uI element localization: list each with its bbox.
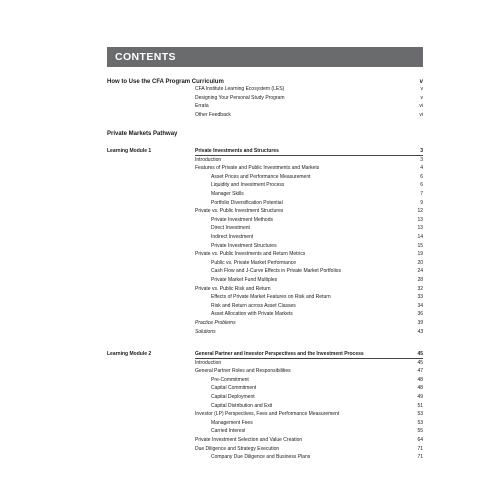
module2-label: Learning Module 2 [107,351,152,357]
toc-entry-page: v [420,86,423,92]
toc-entry[interactable] [211,182,423,188]
toc-entry[interactable] [195,286,423,292]
toc-entry-page: 3 [420,156,423,163]
toc-entry-page: 51 [417,402,423,409]
toc-entry-page: 48 [417,385,423,392]
toc-entry-page: 48 [417,376,423,383]
toc-entry-page: vi [419,111,423,118]
toc-entry[interactable] [211,268,423,274]
toc-entry[interactable] [211,200,423,206]
toc-entry-page: 55 [417,428,423,435]
toc-entry[interactable] [211,377,423,383]
toc-entry-page: 53 [417,419,423,426]
toc-entry[interactable] [195,112,423,118]
toc-entry-title: Private Investment Structures [211,242,277,249]
toc-entry-page: 13 [417,225,423,232]
toc-entry-title: Management Fees [211,419,253,426]
toc-entry-title: Capital Distribution and Exit [211,402,273,409]
toc-entry-title: CFA Institute Learning Ecosystem (LES) [195,86,285,92]
toc-entry-page: 4 [420,165,423,172]
toc-entry[interactable] [195,103,423,109]
toc-entry-page: 45 [417,351,423,357]
toc-entry-page: 33 [417,294,423,301]
toc-entry[interactable] [195,446,423,452]
toc-entry-page: 14 [417,234,423,240]
toc-entry-title: Private vs. Public Investment Structures [195,208,284,215]
toc-entry[interactable] [211,454,423,460]
module2-title-rule [195,358,423,359]
toc-entry-title: Errata [195,103,209,109]
toc-entry[interactable] [211,385,423,391]
toc-entry[interactable] [211,403,423,409]
contents-banner: CONTENTS [107,47,423,67]
toc-entry-page: 13 [417,216,423,223]
toc-entry[interactable] [211,225,423,231]
toc-entry[interactable] [211,217,423,223]
toc-entry-title: Private Investment Methods [211,216,273,223]
toc-entry-page: 20 [417,259,423,266]
toc-entry-title: Carried Interest [211,428,246,435]
toc-entry-title: Private Investment Selection and Value Creation [195,437,303,443]
toc-entry-page: 39 [417,320,423,326]
toc-entry-title: Other Feedback [195,111,231,118]
toc-entry-title: Designing Your Personal Study Program [195,94,285,101]
toc-entry-title: General Partner Roles and Responsibilities [195,368,291,375]
toc-entry[interactable] [195,437,423,443]
toc-entry-page: 24 [417,268,423,275]
toc-entry[interactable] [195,86,423,92]
toc-entry-title: Effects of Private Market Features on Risk and Return [211,294,331,301]
toc-entry-title: Asset Allocation with Private Markets [211,311,293,318]
toc-entry-title: Liquidity and Investment Process [211,182,285,189]
toc-entry-page: 64 [417,437,423,443]
toc-entry-page: 6 [420,173,423,180]
toc-entry-page: 34 [417,302,423,309]
toc-entry-title: Capital Commitment [211,385,257,392]
toc-entry[interactable] [195,95,423,101]
toc-entry[interactable] [211,191,423,197]
toc-entry-page: 3 [420,148,423,154]
module1-label: Learning Module 1 [107,148,152,154]
toc-entry-page: 12 [417,208,423,215]
toc-entry[interactable] [211,420,423,426]
toc-entry-title: Indirect Investment [211,234,254,240]
toc-entry[interactable] [195,351,423,357]
pathway-heading: Private Markets Pathway [107,131,178,137]
toc-entry[interactable] [195,320,423,326]
toc-entry-title: Direct Investment [211,225,250,232]
toc-entry-title: Private vs. Public Risk and Return [195,285,271,292]
toc-entry[interactable] [211,234,423,240]
toc-entry-title: Introduction [195,359,222,366]
toc-entry-page: vi [419,103,423,109]
toc-entry[interactable] [211,394,423,400]
section-how-to-use [107,78,423,86]
toc-entry[interactable] [195,157,423,163]
toc-entry-title: Private Investments and Structures [195,148,279,154]
toc-entry-title: Solutions [195,328,216,335]
toc-entry-title: Public vs. Private Market Performance [211,259,297,266]
toc-entry[interactable] [195,208,423,214]
toc-entry-page: 32 [417,285,423,292]
toc-entry-title: Company Due Diligence and Business Plans [211,454,311,461]
toc-entry[interactable] [195,329,423,335]
toc-entry-title: Private vs. Public Investments and Return Metrics [195,251,306,258]
toc-entry-title: Practice Problems [195,320,236,326]
toc-entry-title: Manager Skills [211,191,244,197]
toc-entry-page: v [420,94,423,101]
toc-entry-page: 9 [420,199,423,206]
toc-entry[interactable] [195,368,423,374]
toc-entry-title: Features of Private and Public Investments and Markets [195,165,320,172]
toc-entry[interactable] [195,148,423,154]
toc-entry-page: 7 [420,191,423,197]
toc-entry[interactable] [211,243,423,249]
toc-entry-title: Introduction [195,156,222,163]
toc-entry-page: 53 [417,411,423,418]
toc-entry[interactable] [195,360,423,366]
toc-entry-page: 6 [420,182,423,189]
section-heading-page: v [419,79,423,85]
toc-entry-page: 19 [417,251,423,258]
toc-entry-title: Capital Deployment [211,394,255,400]
toc-entry[interactable] [211,260,423,266]
toc-entry-page: 71 [417,445,423,452]
toc-entry[interactable] [195,411,423,417]
toc-entry[interactable] [211,294,423,300]
toc-entry[interactable] [211,303,423,309]
toc-entry-page: 49 [417,394,423,400]
toc-entry-title: Private Market Fund Multiples [211,277,278,283]
section-heading: How to Use the CFA Program Curriculum [107,79,224,85]
toc-entry[interactable] [211,174,423,180]
module1-title-rule [195,155,423,156]
toc-entry-page: 15 [417,242,423,249]
toc-entry-page: 47 [417,368,423,375]
toc-entry-title: Pre-Commitment [211,376,249,383]
toc-entry[interactable] [211,311,423,317]
toc-entry-page: 28 [417,277,423,283]
toc-entry-page: 36 [417,311,423,318]
toc-entry[interactable] [211,428,423,434]
toc-entry-title: Risk and Return across Asset Classes [211,302,296,309]
toc-entry[interactable] [211,277,423,283]
toc-entry-title: Cash Flow and J-Curve Effects in Private Market Portfolios [211,268,341,275]
toc-entry-page: 71 [417,454,423,461]
toc-entry-title: General Partner and Investor Perspectives and the Investment Process [195,351,364,357]
toc-entry[interactable] [195,251,423,257]
toc-entry-page: 45 [417,359,423,366]
toc-entry-title: Investor (LP) Perspectives, Fees and Performance Measurement [195,411,340,418]
toc-entry-title: Due Diligence and Strategy Execution [195,445,280,452]
toc-entry-page: 43 [417,328,423,335]
toc-entry-title: Portfolio Diversification Potential [211,199,283,206]
toc-entry[interactable] [195,165,423,171]
toc-entry-title: Asset Prices and Performance Measurement [211,173,311,180]
